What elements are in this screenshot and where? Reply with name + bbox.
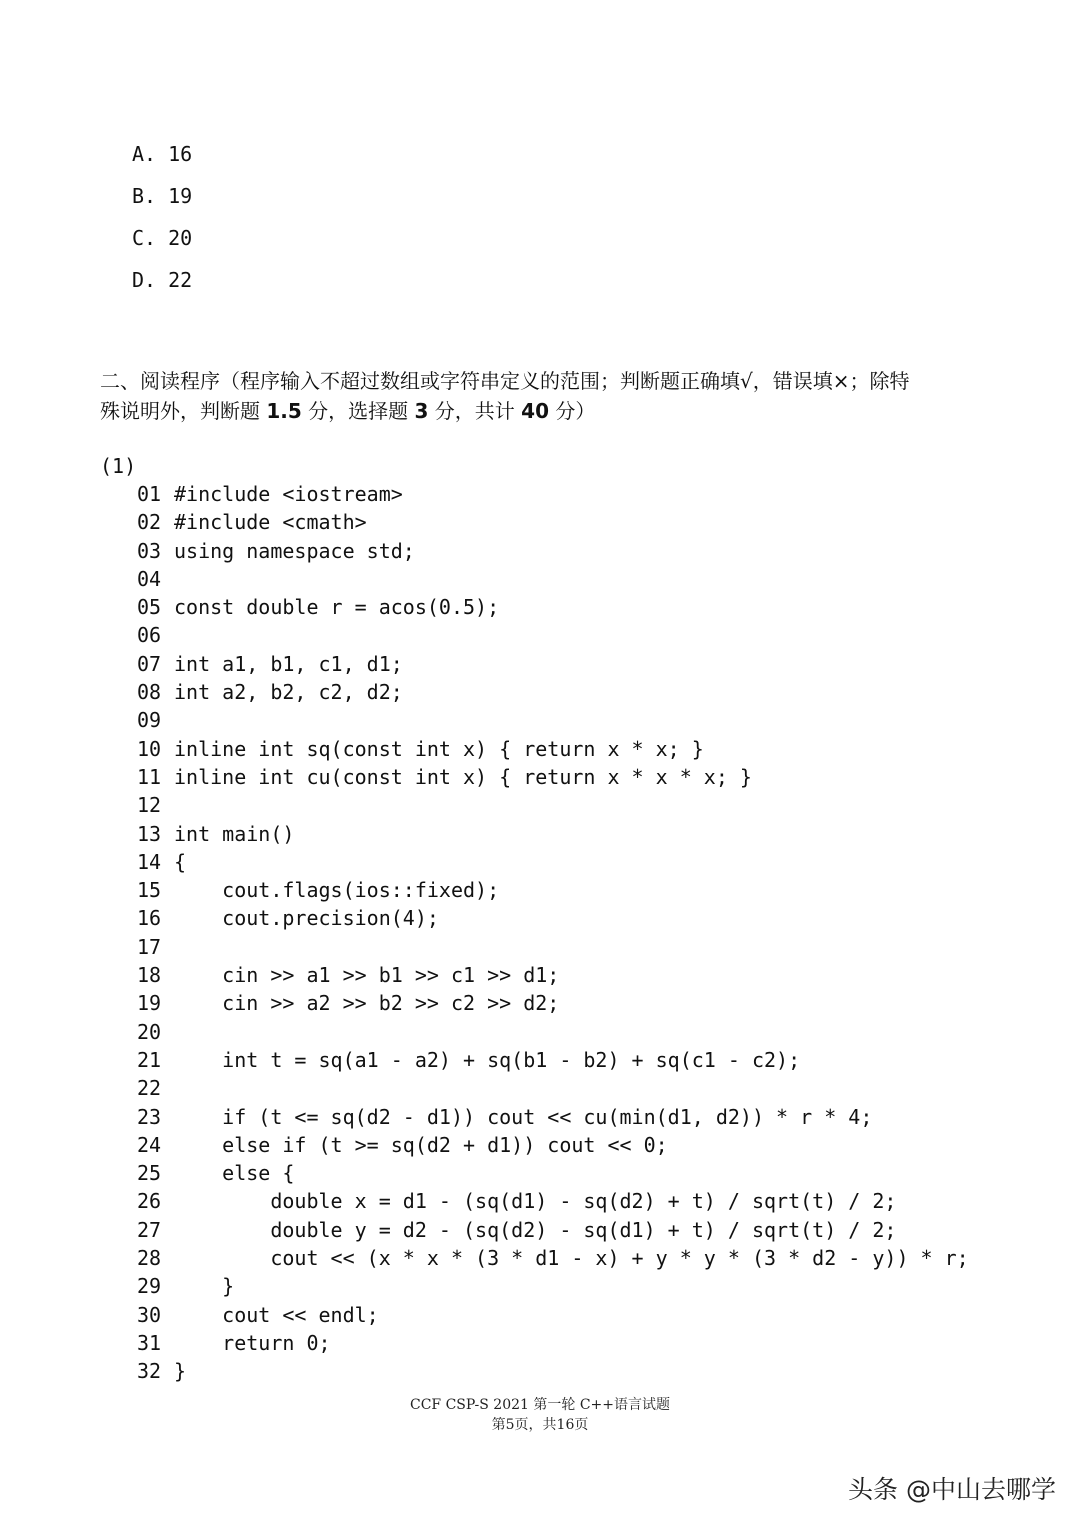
heading-text: 殊说明外，判断题 [100, 399, 267, 423]
code-line [137, 1187, 969, 1215]
code-text: inline int sq(const int x) { return x * x; } [174, 736, 704, 761]
line-number: 15 [137, 878, 162, 903]
line-number: 19 [137, 991, 162, 1016]
line-number: 05 [137, 595, 162, 620]
line-number: 08 [137, 680, 162, 705]
code-line [137, 565, 969, 593]
section-heading [100, 366, 990, 426]
section-heading-line-1: 二、阅读程序（程序输入不超过数组或字符串定义的范围；判断题正确填√，错误填×；除特 [100, 369, 910, 393]
code-text: cout.flags(ios::fixed); [174, 878, 500, 903]
line-number: 21 [137, 1047, 162, 1072]
line-number: 18 [137, 963, 162, 988]
code-text: } [174, 1359, 187, 1384]
code-line [137, 1272, 969, 1300]
code-text: int a2, b2, c2, d2; [174, 680, 403, 705]
total-score: 40 [521, 399, 549, 423]
line-number: 30 [137, 1302, 162, 1327]
code-line [137, 1046, 969, 1074]
code-text: #include <cmath> [174, 510, 367, 535]
footer-title: CCF CSP-S 2021 第一轮 C++语言试题 [409, 1397, 671, 1413]
line-number: 22 [137, 1076, 162, 1101]
line-number: 27 [137, 1217, 162, 1242]
line-number: 24 [137, 1132, 162, 1157]
code-text: if (t <= sq(d2 - d1)) cout << cu(min(d1, d2)) * r * 4; [174, 1104, 873, 1129]
code-line [137, 848, 969, 876]
code-line [137, 989, 969, 1017]
heading-text: 分，共计 [428, 399, 522, 423]
line-number: 25 [137, 1161, 162, 1186]
line-number: 20 [137, 1019, 162, 1044]
code-line [137, 1103, 969, 1131]
code-text: cin >> a2 >> b2 >> c2 >> d2; [174, 991, 560, 1016]
code-line [137, 621, 969, 649]
line-number: 23 [137, 1104, 162, 1129]
line-number: 17 [137, 934, 162, 959]
code-text: cin >> a1 >> b1 >> c1 >> d1; [174, 963, 560, 988]
code-text: #include <iostream> [174, 482, 403, 506]
watermark: 头条 @中山去哪学 [848, 1475, 1056, 1504]
line-number: 16 [137, 906, 162, 931]
line-number: 09 [137, 708, 162, 733]
line-number: 03 [137, 538, 162, 563]
code-line [137, 904, 969, 932]
line-number: 26 [137, 1189, 162, 1214]
line-number: 11 [137, 764, 162, 789]
heading-text: 分） [549, 399, 596, 423]
code-line [137, 1216, 969, 1244]
code-text: int a1, b1, c1, d1; [174, 651, 403, 676]
code-line [137, 1357, 969, 1385]
line-number: 29 [137, 1274, 162, 1299]
line-number: 14 [137, 849, 162, 874]
code-text: return 0; [174, 1330, 331, 1355]
heading-text: 分，选择题 [301, 399, 415, 423]
code-line [137, 820, 969, 848]
line-number: 13 [137, 821, 162, 846]
code-line [137, 480, 969, 508]
code-line [137, 1159, 969, 1187]
option-d: D. 22 [132, 268, 193, 292]
code-text: double x = d1 - (sq(d1) - sq(d2) + t) / sqrt(t) / 2; [174, 1189, 897, 1214]
code-line [137, 537, 969, 565]
code-text: cout << endl; [174, 1302, 379, 1327]
option-b: B. 19 [132, 184, 193, 208]
answer-options [132, 140, 192, 308]
code-listing [137, 480, 969, 1386]
code-line [137, 961, 969, 989]
choice-score: 3 [414, 399, 429, 423]
line-number: 31 [137, 1330, 162, 1355]
code-line [137, 791, 969, 819]
line-number: 02 [137, 510, 162, 535]
code-text: cout.precision(4); [174, 906, 439, 931]
option-a: A. 16 [132, 142, 193, 166]
line-number: 01 [137, 482, 162, 506]
code-line [137, 1074, 969, 1102]
line-number: 06 [137, 623, 162, 648]
code-text: } [174, 1274, 235, 1299]
code-text: inline int cu(const int x) { return x * x * x; } [174, 764, 752, 789]
line-number: 12 [137, 793, 162, 818]
judge-score: 1.5 [266, 399, 302, 423]
code-text: else if (t >= sq(d2 + d1)) cout << 0; [174, 1132, 668, 1157]
code-text: cout << (x * x * (3 * d1 - x) + y * y * (3 * d2 - y)) * r; [174, 1246, 969, 1271]
code-line [137, 650, 969, 678]
code-line [137, 1244, 969, 1272]
code-line [137, 706, 969, 734]
code-line [137, 1301, 969, 1329]
code-line [137, 735, 969, 763]
section-heading-line-2 [100, 396, 990, 426]
code-line [137, 933, 969, 961]
line-number: 10 [137, 736, 162, 761]
question-number: (1) [100, 454, 137, 478]
code-text: const double r = acos(0.5); [174, 595, 500, 620]
code-line [137, 1329, 969, 1357]
code-text: double y = d2 - (sq(d2) - sq(d1) + t) / sqrt(t) / 2; [174, 1217, 897, 1242]
code-text: int main() [174, 821, 295, 846]
code-line [137, 1018, 969, 1046]
code-text: using namespace std; [174, 538, 415, 563]
code-line [137, 1131, 969, 1159]
line-number: 32 [137, 1359, 162, 1384]
option-c: C. 20 [132, 226, 193, 250]
code-line [137, 763, 969, 791]
code-line [137, 593, 969, 621]
code-line [137, 678, 969, 706]
line-number: 28 [137, 1246, 162, 1271]
code-line [137, 876, 969, 904]
footer-page-number: 第5页，共16页 [491, 1417, 589, 1433]
code-text: int t = sq(a1 - a2) + sq(b1 - b2) + sq(c1 - c2); [174, 1047, 801, 1072]
code-line [137, 508, 969, 536]
line-number: 07 [137, 651, 162, 676]
code-text: { [174, 849, 187, 874]
line-number: 04 [137, 566, 162, 591]
code-text: else { [174, 1161, 295, 1186]
